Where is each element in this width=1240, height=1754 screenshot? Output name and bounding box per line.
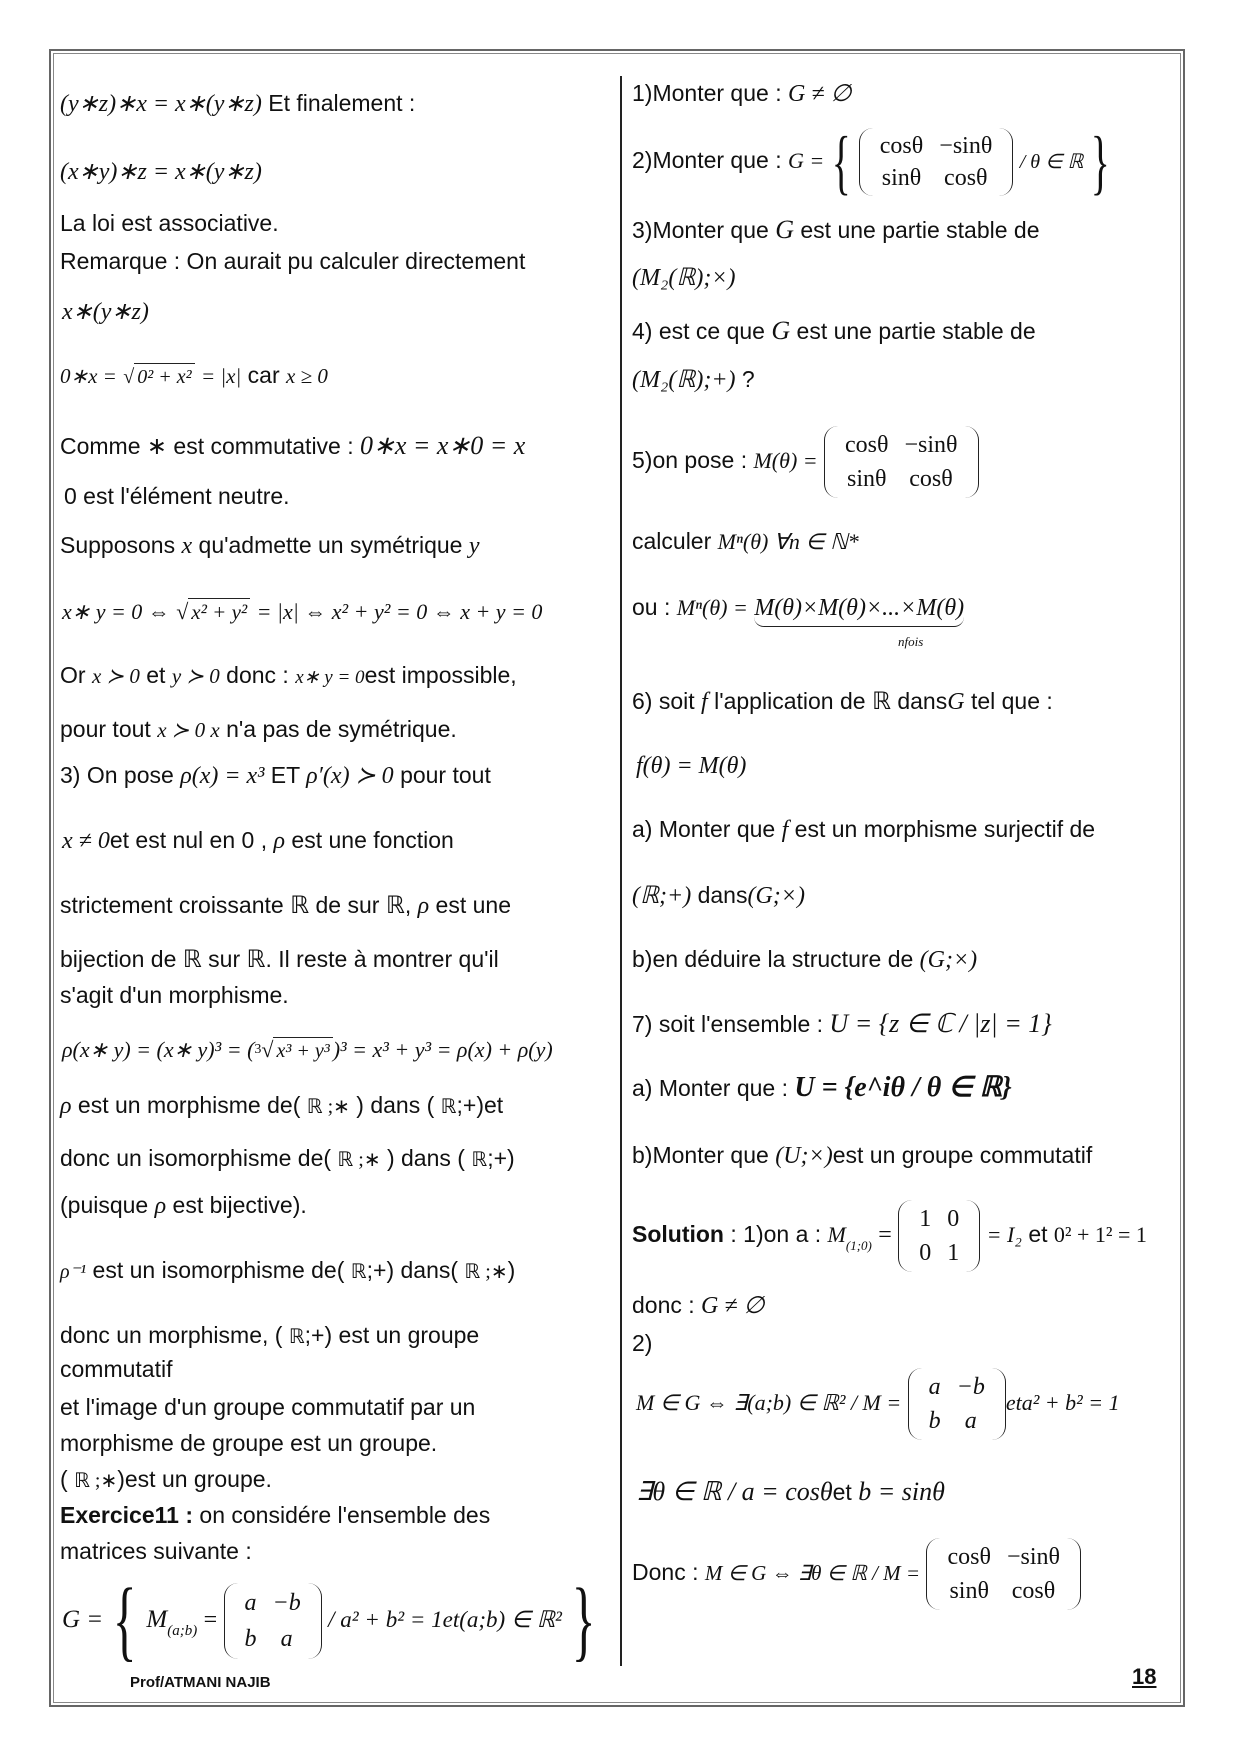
text: ( [60,1466,68,1492]
math: = |x| [200,364,242,388]
text: )est un groupe. [117,1466,272,1492]
right-line-7 [632,424,979,498]
text: ) dans ( [386,1145,465,1171]
math: ρ′(x) ≻ 0 [306,763,394,789]
text: qu'admette un symétrique [198,532,463,558]
math: x ≻ 0 [91,664,140,688]
left-line-14 [62,827,454,855]
matrix-cell: cosθ [845,431,889,458]
math: ℝ [182,947,202,973]
math: (y∗z)∗x = x∗(y∗z) [60,91,262,117]
text: Donc : [632,1559,699,1585]
math: ρ(x) = x³ [180,763,265,789]
text: (puisque [60,1192,149,1218]
math: M ∈ G ⇔ ∃θ ∈ ℝ / M = [704,1561,921,1585]
left-line-5 [62,298,149,326]
left-line-29: matrices suivante : [60,1538,252,1564]
text: de sur [315,892,380,918]
math: ρ⁻¹ [60,1261,87,1283]
math: ℝ [246,947,266,973]
math: = [878,1222,892,1248]
text: ;+) est un groupe [304,1322,480,1348]
right-line-15 [632,1010,1052,1038]
math: = [203,1607,218,1634]
math: x ≠ 0 [62,828,110,854]
math: G = [62,1606,104,1634]
math: ℝ [288,1326,305,1348]
text: et [832,1479,852,1505]
math: ρ(x∗ y) = (x∗ y)³ = ( [62,1037,255,1062]
math: ℝ ;∗ [337,1149,381,1171]
text: bijection de [60,946,177,972]
text: car [247,362,280,388]
math: U = {z ∈ ℂ / |z| = 1} [829,1009,1052,1038]
matrix-cell: −b [272,1590,301,1616]
text: est un morphisme surjectif de [794,816,1096,842]
text: dans [697,882,748,908]
text: ) [507,1257,516,1283]
text: 3)Monter que [632,217,769,243]
right-line-3 [632,216,1039,244]
text: ;+)et [456,1092,504,1118]
math: ℝ [350,1261,367,1283]
solution-heading: Solution [632,1221,724,1247]
text: pour tout [400,762,491,788]
math: x ≻ 0 x [157,718,220,742]
matrix-ab-solution [908,1368,1006,1440]
right-line-11 [636,752,746,780]
right-line-1 [632,80,851,108]
right-line-23 [632,1534,1081,1611]
matrix-rotation-solution [926,1538,1081,1610]
math: ℝ [471,1149,488,1171]
sqrt-content: x² + y² [188,598,250,626]
math-subscript: (1;0) [845,1238,872,1253]
right-line-9 [632,594,964,627]
text: et est nul en 0 , [109,827,268,853]
math: x [181,533,193,559]
matrix-cell: 1 [919,1205,932,1232]
footer-author: Prof/ATMANI NAJIB [130,1674,271,1691]
left-line-8: 0 est l'élément neutre. [64,483,290,509]
math: G [947,689,965,715]
text: est commutative : [173,433,354,459]
matrix-cell: sinθ [949,1577,989,1604]
math: ρ [60,1093,72,1119]
text: strictement croissante [60,892,284,918]
matrix-cell: a [964,1407,977,1434]
math: U = {e^iθ / θ ∈ ℝ} [794,1072,1012,1103]
text: donc un isomorphisme de( [60,1145,332,1171]
text: ou : [632,594,671,620]
right-line-14 [632,946,977,974]
text: tel que : [970,688,1053,714]
text: ;+) dans( [366,1257,459,1283]
right-line-12 [632,816,1095,844]
matrix-cell: a [928,1373,941,1400]
right-line-22 [636,1478,945,1506]
math: (U;×) [775,1143,833,1169]
text: 1)Monter que : [632,80,782,106]
math: M ∈ G ⇔ ∃(a;b) ∈ ℝ² / M = [636,1390,902,1415]
math: ℝ [385,893,405,919]
text: Et finalement : [268,90,416,116]
matrix-cell: 0 [947,1205,960,1232]
math: ρ [154,1193,167,1219]
right-line-18 [632,1196,1147,1284]
text: ET [270,762,300,788]
left-line-10: x∗ y = 0 ⇔ √ x² + y² = |x| ⇔ x² + y² = 0 ⇔ x + y = 0 [62,599,543,624]
math-subscript: (a;b) [167,1623,198,1640]
matrix-cell: 1 [947,1239,960,1266]
sqrt-content: 0² + x² [134,363,194,391]
text: a) Monter que : [632,1075,788,1101]
left-line-17: s'agit d'un morphisme. [60,982,289,1008]
matrix-ab [224,1583,322,1659]
left-line-4: Remarque : On aurait pu calculer directement [60,248,526,274]
math: ∃θ ∈ ℝ / a = cosθ [636,1477,833,1506]
text: dans [897,688,948,714]
math: (G;×) [919,947,978,973]
matrix-cell: −sinθ [1006,1543,1061,1570]
text: est une partie stable de [796,318,1036,344]
text: et [146,662,166,688]
right-line-10 [632,688,1053,716]
left-line-6: 0∗x = √ 0² + x² = |x| car x ≥ 0 [60,362,328,391]
text: ;+) [487,1145,515,1171]
math: (x∗y)∗z = x∗(y∗z) [60,159,262,185]
math: 0∗x = x∗0 = x [360,431,526,460]
math: (M₂(ℝ);×) [632,265,736,291]
right-line-19 [632,1292,764,1320]
left-line-23 [60,1322,479,1351]
text: ? [741,366,755,392]
math: ℝ ;∗ [306,1096,350,1118]
math: G [771,316,791,345]
left-line-26: morphisme de groupe est un groupe. [60,1430,438,1456]
left-line-9 [60,532,480,560]
left-line-25: et l'image d'un groupe commutatif par un [60,1394,476,1420]
math: (G;×) [747,883,805,909]
text: 5)on pose : [632,447,748,473]
text: Comme [60,433,141,459]
left-line-22 [60,1257,515,1286]
math: ℝ [290,893,310,919]
math: )³ = x³ + y³ = ρ(x) + ρ(y) [332,1037,553,1062]
math: x∗ y = 0 ⇔ [62,599,170,624]
math: ρ [273,828,286,854]
text: est un isomorphisme de( [92,1257,345,1283]
left-line-7 [60,432,525,461]
matrix-cell: cosθ [909,465,953,492]
underbrace-label: nfois [898,634,924,649]
right-line-13 [632,882,805,910]
column-divider [620,76,622,1666]
left-line-16 [60,946,499,974]
text: ) dans ( [356,1092,435,1118]
right-line-8 [632,528,859,555]
left-line-27 [60,1466,272,1495]
text: est impossible, [364,662,517,688]
text: Supposons [60,532,176,558]
math: G [775,215,794,244]
math: f(θ) = M(θ) [636,753,747,779]
matrix-cell: b [928,1407,941,1434]
math: y [468,533,480,559]
matrix-cell: a [280,1626,293,1652]
text: est bijective). [172,1192,307,1218]
math: b = sinθ [858,1477,945,1506]
math: Mⁿ(θ) = [676,595,748,620]
right-line-16 [632,1074,1012,1102]
text: 6) soit [632,688,695,714]
text: b)Monter que [632,1142,769,1168]
matrix-cell: sinθ [881,165,922,191]
math: M(θ) = [753,448,818,473]
text: sur [208,946,241,972]
right-line-6 [632,366,755,394]
matrix-cell: −b [956,1373,985,1400]
math: (ℝ;+) [632,883,692,909]
matrix-cell: cosθ [879,133,924,159]
text: , [404,892,412,918]
left-line-18: ρ(x∗ y) = (x∗ y)³ = ($^3$√ x³ + y³ )³ = x³ + y³ = ρ(x) + ρ(y) [62,1036,553,1065]
text: donc : [226,662,289,688]
left-line-12 [60,716,457,744]
left-line-11 [60,662,517,691]
math: G ≠ ∅ [701,1293,765,1319]
matrix-cell: 0 [919,1239,932,1266]
math: f [781,817,789,843]
text: est une [435,892,511,918]
matrix-cell: −sinθ [939,133,993,159]
text: 7) soit l'ensemble : [632,1011,824,1037]
text: pour tout [60,716,151,742]
matrix-M-theta [824,426,979,498]
math: ℝ ;∗ [74,1470,118,1492]
math: eta² + b² = 1 [1005,1390,1120,1415]
right-line-4 [632,264,736,292]
left-line-19 [60,1092,503,1121]
text: . Il reste à montrer qu'il [265,946,499,972]
left-line-21 [60,1192,307,1220]
left-line-24: commutatif [60,1356,173,1382]
math: 0² + 1² = 1 [1053,1222,1147,1247]
left-line-20 [60,1145,515,1174]
math: / θ ∈ ℝ [1019,151,1084,174]
left-line-1 [60,90,415,118]
math: x∗(y∗z) [62,299,149,325]
identity-matrix [898,1200,980,1272]
exercise-heading: Exercice11 : [60,1502,194,1528]
text: n'a pas de symétrique. [226,716,457,742]
text: : 1)on a : [730,1221,822,1247]
math: ℝ [871,689,891,715]
math: ℝ ;∗ [464,1261,508,1283]
right-line-21 [636,1364,1120,1441]
cbrt-content: x³ + y³ [273,1037,332,1065]
left-line-28 [60,1502,490,1529]
math: ℝ [440,1096,457,1118]
math: Mⁿ(θ) ∀n ∈ ℕ* [717,529,859,554]
math: x∗ y = 0 [295,667,365,688]
math: G = [787,148,825,174]
text: et [1028,1221,1048,1247]
matrix-cell: a [244,1590,257,1616]
matrix-cell: −sinθ [904,431,958,458]
math: ∗ [146,434,168,460]
right-line-20: 2) [632,1330,653,1356]
text: est un morphisme de( [77,1092,301,1118]
math: ρ [417,893,430,919]
right-line-17 [632,1142,1092,1170]
right-line-2: 2)Monter que : G = { cosθ −sinθ sinθ cosθ / θ ∈ ℝ } [632,122,1111,202]
text: l'application de [714,688,866,714]
text: on considére l'ensemble des [199,1502,491,1528]
math: 0∗x = [60,364,117,388]
math: M [827,1222,846,1247]
math: (M₂(ℝ);+) [632,367,736,393]
matrix-cell: sinθ [847,465,887,492]
text: a) Monter que [632,816,776,842]
text: donc : [632,1292,695,1318]
text: 2)Monter que : [632,147,782,174]
math: G ≠ ∅ [787,81,852,107]
matrix-rotation [859,128,1014,196]
math: f [701,689,708,715]
math: y ≻ 0 [171,664,220,688]
math-underbrace: M(θ)×M(θ)×...×M(θ) [754,595,964,627]
text: b)en déduire la structure de [632,946,914,972]
text: est une fonction [291,827,454,853]
math: M [146,1606,168,1634]
left-line-2 [60,158,262,186]
left-line-13 [60,762,491,790]
left-line-30: G = { $M_{(a;b)}$ = a −b b a / a² + b² = 1et(a;b) ∈ ℝ² } [62,1571,596,1670]
text: Or [60,662,86,688]
left-line-15 [60,892,511,920]
math: x ≥ 0 [286,364,328,388]
matrix-cell: b [244,1626,257,1652]
matrix-cell: cosθ [944,165,988,191]
text: est un groupe commutatif [832,1142,1093,1168]
matrix-cell: cosθ [1011,1577,1056,1604]
left-line-3: La loi est associative. [60,210,279,236]
math: = |x| ⇔ x² + y² = 0 ⇔ x + y = 0 [256,599,543,624]
matrix-cell: cosθ [947,1543,991,1570]
page-number: 18 [1132,1664,1157,1689]
math: = I₂ [986,1222,1022,1247]
text: calculer [632,528,712,554]
text: est une partie stable de [800,217,1040,243]
right-line-5 [632,317,1036,345]
text: donc un morphisme, ( [60,1322,283,1348]
text: 3) On pose [60,762,174,788]
text: 4) est ce que [632,318,765,344]
math: / a² + b² = 1et(a;b) ∈ ℝ² [328,1607,562,1633]
